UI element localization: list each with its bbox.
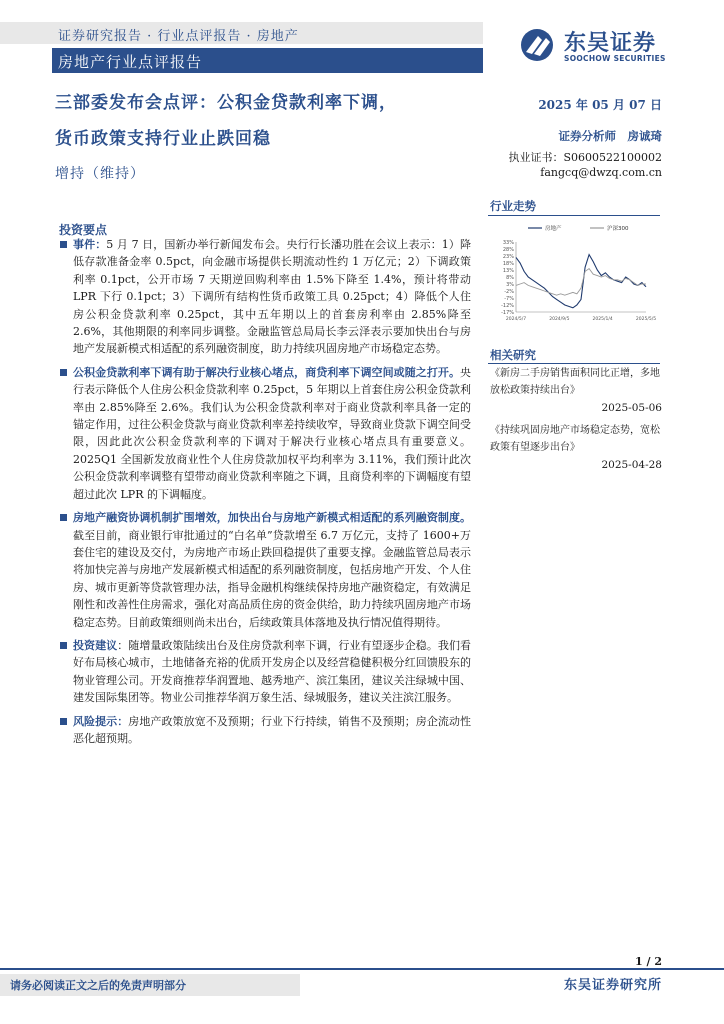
logo-mark-icon (520, 28, 556, 62)
y-tick-label: 28% (502, 247, 514, 253)
company-logo (520, 26, 680, 66)
y-tick-label: 13% (502, 268, 514, 274)
bullet-lead: 公积金贷款利率下调有助于解决行业核心堵点，商贷利率下调空间或随之打开。 (73, 365, 460, 379)
bullet-pf-rate (59, 364, 471, 503)
key-points-body (59, 236, 471, 753)
y-tick-label: 18% (502, 261, 514, 267)
report-title-line1: 三部委发布会点评：公积金贷款利率下调， (55, 93, 397, 113)
divider (488, 363, 660, 364)
bullet-text: 央行表示降低个人住房公积金贷款利率 0.25pct，5 年期以上首套住房公积金贷款利率由 2.85%降至 2.6%。我们认为公积金贷款利率对于商业贷款利率具备一定的锚定作用，过往公积金贷款与商业贷款利率差持续收窄，导致商业贷款下调空间受限，因此此次公积金贷款利率的下调对于解决行业核心堵点具有重要意义。2025Q1 全国新发放商业性个人住房贷款加权平均利率为 3.11%，我们预计此次公积金贷款利率调整有望带动商业贷款利率随之下调，且商贷利率的下调幅度有望超过此次 LPR 的下调幅度。 (73, 365, 471, 501)
related-research-heading: 相关研究 (490, 348, 536, 362)
top-category-bar (0, 22, 483, 44)
y-tick-label: 3% (506, 282, 514, 288)
x-tick-label: 2024/9/5 (549, 317, 570, 322)
report-type-bar (52, 48, 483, 73)
legend-label: 房地产 (545, 226, 562, 232)
y-tick-label: 23% (502, 254, 514, 260)
divider (488, 215, 660, 216)
bullet-text: 截至目前，商业银行审批通过的“白名单”贷款增至 6.7 万亿元，支持了 1600+万套住宅的建设及交付，为房地产市场止跌回稳提供了重要支撑。金融监管总局表示将加快完善与房地产发展新模式相适配的系列融资制度，包括房地产开发、个人住房、城市更新等贷款管理办法，指导金融机构继续保持房地产融资稳定，有效满足刚性和改善性住房需求，强化对高品质住房的资金供给，助力持续巩固房地产市场稳定态势。目前政策细则尚未出台，后续政策具体落地及执行情况值得期待。 (73, 528, 471, 629)
bullet-lead: 事件： (73, 238, 107, 251)
bullet-text: ：随增量政策陆续出台及住房贷款利率下调，行业有望逐步企稳。我们看好布局核心城市，土地储备充裕的优质开发房企以及经营稳健积极分红回馈股东的物业管理公司。开发商推荐华润置地、越秀地产、滨江集团，建议关注绿城中国、建发国际集团等。物业公司推荐华润万象生活、绿城服务，建议关注滨江服务。 (73, 638, 472, 705)
y-tick-label: -2% (504, 289, 514, 295)
rating-badge: 增持（维持） (55, 166, 145, 182)
footer-disclaimer-bar (0, 974, 300, 996)
report-date: 2025 年 05 月 07 日 (538, 98, 662, 112)
industry-trend-chart (488, 220, 663, 325)
logo-text-en: SOOCHOW SECURITIES (564, 54, 666, 63)
report-title-line2: 货币政策支持行业止跌回稳 (55, 129, 271, 149)
bullet-invest (59, 637, 471, 707)
bullet-lead: 投资建议 (73, 638, 118, 652)
related-date-2: 2025-04-28 (601, 459, 662, 471)
legend-label: 沪深300 (607, 226, 629, 232)
footer-institute: 东吴证券研究所 (563, 978, 662, 993)
related-date-1: 2025-05-06 (601, 402, 662, 414)
bullet-financing (59, 509, 471, 631)
x-tick-label: 2025/5/5 (635, 317, 657, 322)
x-tick-label: 2024/5/7 (505, 317, 527, 322)
x-tick-label: 2025/1/4 (592, 317, 613, 322)
bullet-text: 房地产政策放宽不及预期；行业下行持续，销售不及预期；房企流动性恶化超预期。 (73, 714, 472, 745)
industry-trend-heading: 行业走势 (490, 199, 536, 213)
related-item-1[interactable]: 《新房二手房销售面积同比正增，多地放松政策持续出台》 (490, 368, 660, 396)
y-tick-label: 8% (506, 275, 514, 281)
report-type: 房地产行业点评报告 (58, 53, 203, 71)
analyst-cert: 执业证书：S0600522100002 (508, 151, 662, 164)
report-breadcrumb: 证券研究报告 · 行业点评报告 · 房地产 (58, 29, 299, 44)
page-number: 1 / 2 (635, 955, 662, 968)
footer-disclaimer: 请务必阅读正文之后的免责声明部分 (10, 979, 186, 992)
bullet-lead: 风险提示： (73, 714, 129, 728)
series-line-realestate (516, 255, 646, 308)
y-tick-label: -7% (504, 296, 514, 302)
footer-divider (0, 968, 724, 970)
y-tick-label: 33% (502, 240, 514, 246)
key-points-heading: 投资要点 (59, 223, 108, 237)
bullet-risk (59, 713, 471, 748)
y-tick-label: -17% (501, 310, 514, 316)
bullet-event (59, 236, 471, 358)
analyst-name: 证券分析师 房诚琦 (558, 129, 662, 143)
bullet-lead: 房地产融资协调机制扩围增效，加快出台与房地产新模式相适配的系列融资制度。 (73, 511, 471, 525)
y-tick-label: -12% (501, 303, 514, 309)
bullet-text: 5 月 7 日，国新办举行新闻发布会。央行行长潘功胜在会议上表示：1）降低存款准备金率 0.5pct，向金融市场提供长期流动性约 1 万亿元；2）下调政策利率 0.1pct，公开市场 7 天期逆回购利率由 1.5%下降至 1.4%，预计将带动 LPR 下行 0.1pct；3）下调所有结构性货币政策工具 0.25pct；4）降低个人住房公积金贷款利率 0.25pct，其中五年期以上的首套房利率由 2.85%降至 2.6%，其他期限的利率同步调整。金融监管总局局长李云泽表示要加快出台与房地产发展新模式相适配的系列融资制度，助力持续巩固房地产市场稳定态势。 (73, 238, 472, 356)
related-item-2[interactable]: 《持续巩固房地产市场稳定态势，宽松政策有望逐步出台》 (490, 425, 660, 453)
logo-text-cn: 东吴证券 (564, 31, 657, 56)
analyst-email[interactable]: fangcq@dwzq.com.cn (540, 166, 662, 179)
